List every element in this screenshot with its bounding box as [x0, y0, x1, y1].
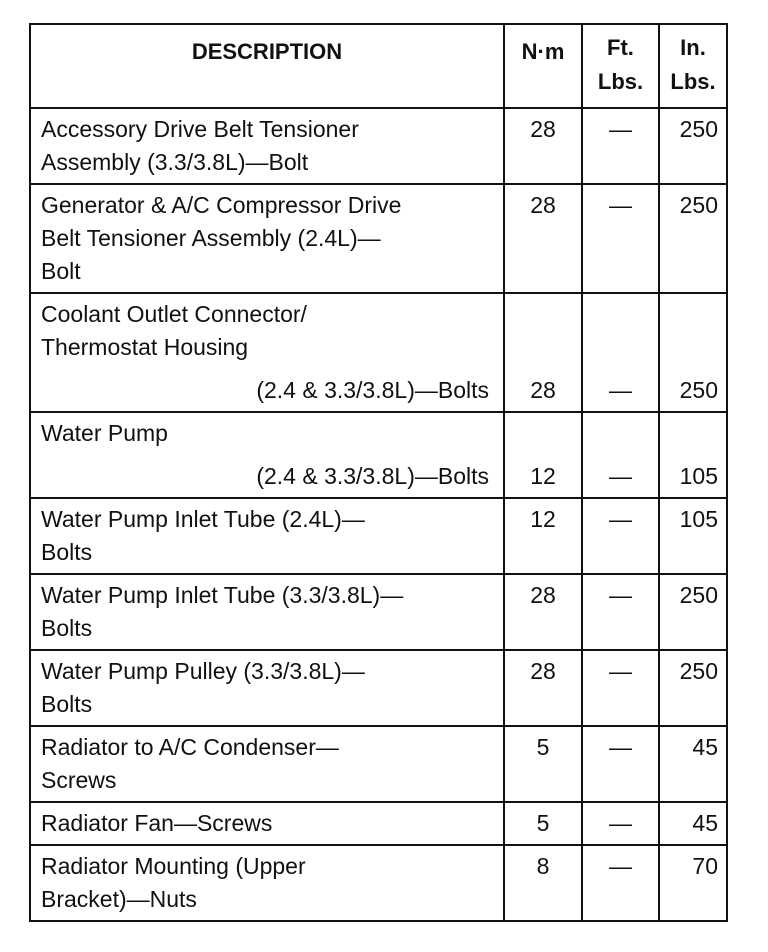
row-ft-lbs: —	[582, 412, 659, 498]
header-nm: N·m	[504, 24, 582, 108]
description-line: Bolts	[41, 615, 93, 641]
table-row	[30, 498, 727, 574]
table-row	[30, 574, 727, 650]
row-in-lbs: 250	[659, 574, 727, 650]
row-nm: 28	[504, 293, 582, 412]
row-in-lbs: 105	[659, 498, 727, 574]
row-description	[30, 845, 504, 921]
table-row	[30, 412, 727, 498]
description-line: Coolant Outlet Connector/	[41, 301, 307, 327]
row-description	[30, 498, 504, 574]
row-in-lbs: 250	[659, 108, 727, 184]
row-description	[30, 802, 504, 845]
header-row	[30, 24, 727, 108]
description-subline: (2.4 & 3.3/3.8L)—Bolts	[256, 377, 489, 403]
row-nm: 12	[504, 498, 582, 574]
description-line: Bolts	[41, 539, 93, 565]
description-line: Screws	[41, 767, 117, 793]
row-description	[30, 726, 504, 802]
row-nm: 5	[504, 726, 582, 802]
description-line: Thermostat Housing	[41, 334, 249, 360]
row-nm: 8	[504, 845, 582, 921]
description-line: Water Pump Inlet Tube (2.4L)—	[41, 506, 365, 532]
row-nm: 28	[504, 574, 582, 650]
row-description	[30, 650, 504, 726]
description-line: Water Pump Inlet Tube (3.3/3.8L)—	[41, 582, 404, 608]
header-in-lbs	[659, 24, 727, 108]
row-ft-lbs: —	[582, 802, 659, 845]
description-line: Radiator Mounting (Upper	[41, 853, 306, 879]
row-description	[30, 574, 504, 650]
row-description	[30, 412, 504, 498]
row-ft-lbs: —	[582, 293, 659, 412]
description-line: Assembly (3.3/3.8L)—Bolt	[41, 149, 309, 175]
row-description	[30, 184, 504, 293]
row-ft-lbs: —	[582, 184, 659, 293]
table-row	[30, 650, 727, 726]
row-nm: 28	[504, 108, 582, 184]
torque-spec-table	[29, 23, 728, 922]
header-ft-lbs	[582, 24, 659, 108]
header-in-line2: Lbs.	[670, 69, 716, 94]
description-line: Radiator to A/C Condenser—	[41, 734, 339, 760]
row-ft-lbs: —	[582, 498, 659, 574]
row-in-lbs: 250	[659, 293, 727, 412]
description-line: Belt Tensioner Assembly (2.4L)—	[41, 225, 381, 251]
description-line: Generator & A/C Compressor Drive	[41, 192, 402, 218]
header-ft-line1: Ft.	[607, 35, 634, 60]
description-line: Radiator Fan—Screws	[41, 810, 273, 836]
row-in-lbs: 105	[659, 412, 727, 498]
table-row	[30, 108, 727, 184]
row-ft-lbs: —	[582, 845, 659, 921]
description-line: Bracket)—Nuts	[41, 886, 197, 912]
header-in-line1: In.	[680, 35, 706, 60]
row-ft-lbs: —	[582, 650, 659, 726]
row-ft-lbs: —	[582, 726, 659, 802]
row-in-lbs: 250	[659, 650, 727, 726]
row-in-lbs: 45	[659, 802, 727, 845]
row-ft-lbs: —	[582, 574, 659, 650]
row-ft-lbs: —	[582, 108, 659, 184]
table-row	[30, 293, 727, 412]
row-nm: 5	[504, 802, 582, 845]
description-line: Bolts	[41, 691, 93, 717]
table-row	[30, 802, 727, 845]
table-row	[30, 845, 727, 921]
row-in-lbs: 45	[659, 726, 727, 802]
description-line: Water Pump Pulley (3.3/3.8L)—	[41, 658, 365, 684]
row-nm: 28	[504, 184, 582, 293]
row-nm: 28	[504, 650, 582, 726]
row-in-lbs: 70	[659, 845, 727, 921]
row-description	[30, 293, 504, 412]
description-line: Bolt	[41, 258, 81, 284]
header-description: DESCRIPTION	[30, 24, 504, 108]
table-row	[30, 726, 727, 802]
description-line: Water Pump	[41, 420, 168, 446]
row-description	[30, 108, 504, 184]
row-nm: 12	[504, 412, 582, 498]
row-in-lbs: 250	[659, 184, 727, 293]
description-subline: (2.4 & 3.3/3.8L)—Bolts	[256, 463, 489, 489]
table-row	[30, 184, 727, 293]
header-ft-line2: Lbs.	[597, 69, 644, 94]
description-line: Accessory Drive Belt Tensioner	[41, 116, 359, 142]
